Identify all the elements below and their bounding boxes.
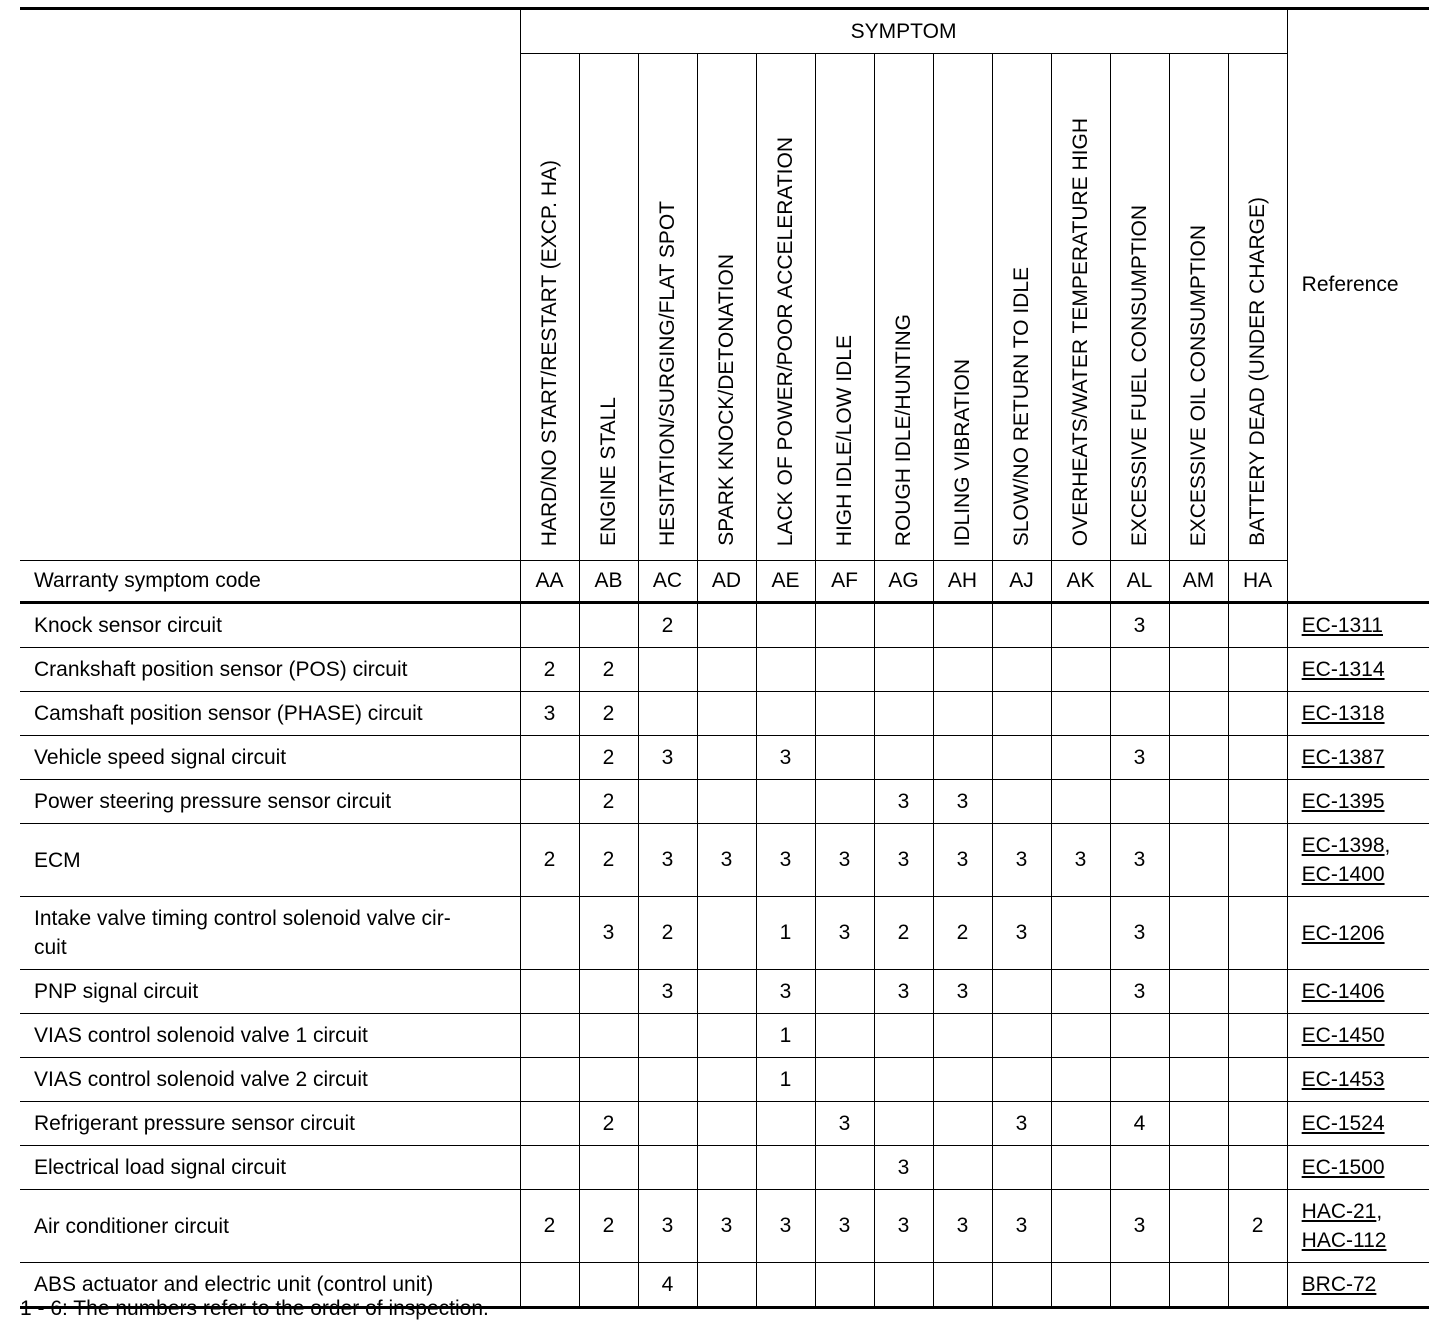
cell-value: 3 xyxy=(933,970,992,1014)
symptom-column-header xyxy=(992,54,1051,561)
cell-value xyxy=(697,970,756,1014)
cell-value xyxy=(1110,1146,1169,1190)
row-label: Power steering pressure sensor circuit xyxy=(20,780,520,824)
symptom-column-header xyxy=(756,54,815,561)
symptom-column-header xyxy=(638,54,697,561)
cell-value: 3 xyxy=(697,1190,756,1263)
reference-cell xyxy=(1287,648,1429,692)
warranty-code: AB xyxy=(579,561,638,603)
symptom-name: ROUGH IDLE/HUNTING xyxy=(892,313,915,546)
symptom-column-header xyxy=(1110,54,1169,561)
reference-link[interactable]: EC-1387 xyxy=(1301,746,1385,769)
reference-link[interactable]: EC-1453 xyxy=(1301,1068,1385,1091)
cell-value xyxy=(697,648,756,692)
cell-value: 2 xyxy=(638,897,697,970)
row-label: Vehicle speed signal circuit xyxy=(20,736,520,780)
symptom-column-header xyxy=(1228,54,1287,561)
cell-value: 1 xyxy=(756,1014,815,1058)
reference-cell xyxy=(1287,1014,1429,1058)
cell-value xyxy=(520,603,579,648)
cell-value xyxy=(933,1014,992,1058)
cell-value: 3 xyxy=(874,780,933,824)
warranty-code: AL xyxy=(1110,561,1169,603)
reference-link[interactable]: HAC-112 xyxy=(1301,1229,1387,1252)
cell-value xyxy=(992,648,1051,692)
cell-value xyxy=(815,1146,874,1190)
cell-value xyxy=(1051,1146,1110,1190)
cell-value xyxy=(1051,603,1110,648)
symptom-column-header xyxy=(815,54,874,561)
cell-value xyxy=(638,1058,697,1102)
row-label: ECM xyxy=(20,824,520,897)
cell-value: 2 xyxy=(579,1190,638,1263)
reference-cell xyxy=(1287,970,1429,1014)
cell-value xyxy=(697,1014,756,1058)
symptom-column-header xyxy=(579,54,638,561)
warranty-code: HA xyxy=(1228,561,1287,603)
warranty-code: AK xyxy=(1051,561,1110,603)
cell-value: 3 xyxy=(756,736,815,780)
cell-value xyxy=(1228,603,1287,648)
cell-value: 2 xyxy=(874,897,933,970)
cell-value: 2 xyxy=(638,603,697,648)
reference-link[interactable]: EC-1406 xyxy=(1301,980,1385,1003)
cell-value xyxy=(1169,648,1228,692)
cell-value xyxy=(933,603,992,648)
cell-value: 2 xyxy=(520,824,579,897)
cell-value xyxy=(815,648,874,692)
cell-value xyxy=(579,1014,638,1058)
cell-value xyxy=(756,603,815,648)
cell-value xyxy=(697,1102,756,1146)
reference-cell xyxy=(1287,1102,1429,1146)
cell-value xyxy=(638,1014,697,1058)
cell-value: 3 xyxy=(756,824,815,897)
cell-value: 3 xyxy=(756,970,815,1014)
reference-link[interactable]: EC-1318 xyxy=(1301,702,1385,725)
table-row xyxy=(20,897,1429,970)
reference-cell xyxy=(1287,1058,1429,1102)
cell-value xyxy=(756,1263,815,1308)
reference-link[interactable]: EC-1206 xyxy=(1301,921,1385,945)
cell-value xyxy=(520,1058,579,1102)
cell-value xyxy=(1110,692,1169,736)
cell-value: 2 xyxy=(520,1190,579,1263)
cell-value: 3 xyxy=(874,970,933,1014)
reference-separator: , xyxy=(1376,1200,1383,1223)
cell-value: 3 xyxy=(1051,824,1110,897)
cell-value xyxy=(933,1146,992,1190)
cell-value: 3 xyxy=(874,1190,933,1263)
warranty-code: AF xyxy=(815,561,874,603)
symptom-column-header xyxy=(1051,54,1110,561)
cell-value xyxy=(874,1102,933,1146)
cell-value xyxy=(1169,1102,1228,1146)
warranty-code: AA xyxy=(520,561,579,603)
cell-value xyxy=(520,1014,579,1058)
cell-value: 3 xyxy=(1110,897,1169,970)
cell-value: 1 xyxy=(756,1058,815,1102)
cell-value xyxy=(697,897,756,970)
cell-value xyxy=(874,603,933,648)
cell-value xyxy=(992,603,1051,648)
row-label: Camshaft position sensor (PHASE) circuit xyxy=(20,692,520,736)
symptom-name: EXCESSIVE FUEL CONSUMPTION xyxy=(1128,204,1151,546)
reference-link[interactable]: BRC-72 xyxy=(1301,1273,1377,1296)
cell-value: 1 xyxy=(756,897,815,970)
symptom-name: HARD/NO START/RESTART (EXCP. HA) xyxy=(538,159,561,546)
cell-value xyxy=(1228,970,1287,1014)
cell-value xyxy=(1051,1190,1110,1263)
row-label: Knock sensor circuit xyxy=(20,603,520,648)
cell-value xyxy=(1228,780,1287,824)
row-label: ABS actuator and electric unit (control unit) xyxy=(20,1263,520,1308)
table-row xyxy=(20,692,1429,736)
footnote: 1 - 6: The numbers refer to the order of inspection. xyxy=(20,1297,489,1320)
cell-value xyxy=(1051,970,1110,1014)
cell-value: 3 xyxy=(992,897,1051,970)
cell-value xyxy=(1051,897,1110,970)
reference-link[interactable]: EC-1398 xyxy=(1301,834,1385,857)
cell-value xyxy=(1169,1014,1228,1058)
cell-value xyxy=(1228,824,1287,897)
symptom-name: ENGINE STALL xyxy=(597,397,620,546)
cell-value xyxy=(520,1146,579,1190)
cell-value: 2 xyxy=(1228,1190,1287,1263)
symptom-column-header xyxy=(697,54,756,561)
cell-value xyxy=(756,692,815,736)
cell-value xyxy=(874,1263,933,1308)
cell-value xyxy=(1228,897,1287,970)
symptom-names-row xyxy=(20,54,1429,561)
reference-link[interactable]: EC-1311 xyxy=(1301,614,1383,637)
cell-value: 3 xyxy=(874,824,933,897)
reference-cell xyxy=(1287,897,1429,970)
cell-value xyxy=(697,780,756,824)
cell-value: 3 xyxy=(815,1190,874,1263)
cell-value: 3 xyxy=(520,692,579,736)
symptom-name: HIGH IDLE/LOW IDLE xyxy=(833,334,856,546)
cell-value xyxy=(638,692,697,736)
cell-value: 2 xyxy=(579,824,638,897)
symptom-name: EXCESSIVE OIL CONSUMPTION xyxy=(1187,224,1210,546)
cell-value xyxy=(579,1263,638,1308)
symptom-name: SPARK KNOCK/DETONATION xyxy=(715,254,738,546)
reference-link[interactable]: EC-1395 xyxy=(1301,790,1385,813)
cell-value xyxy=(520,1263,579,1308)
warranty-code-label: Warranty symptom code xyxy=(20,561,520,603)
cell-value xyxy=(1110,1014,1169,1058)
cell-value xyxy=(933,1058,992,1102)
reference-link[interactable]: EC-1314 xyxy=(1301,658,1385,681)
cell-value xyxy=(1051,1102,1110,1146)
cell-value xyxy=(874,736,933,780)
reference-cell xyxy=(1287,1146,1429,1190)
table-row xyxy=(20,648,1429,692)
cell-value: 3 xyxy=(933,1190,992,1263)
cell-value xyxy=(1110,1058,1169,1102)
warranty-code: AM xyxy=(1169,561,1228,603)
cell-value: 3 xyxy=(638,970,697,1014)
cell-value xyxy=(992,1014,1051,1058)
cell-value xyxy=(520,736,579,780)
cell-value: 3 xyxy=(992,824,1051,897)
symptom-title-row xyxy=(20,9,1429,54)
cell-value xyxy=(756,1102,815,1146)
cell-value: 3 xyxy=(933,780,992,824)
cell-value xyxy=(697,603,756,648)
cell-value xyxy=(1110,648,1169,692)
symptom-name: IDLING VIBRATION xyxy=(951,358,974,546)
cell-value xyxy=(520,1102,579,1146)
cell-value xyxy=(1051,692,1110,736)
table-row xyxy=(20,1102,1429,1146)
cell-value: 3 xyxy=(992,1102,1051,1146)
reference-link[interactable]: HAC-21 xyxy=(1301,1200,1377,1223)
cell-value: 2 xyxy=(579,648,638,692)
row-label: Crankshaft position sensor (POS) circuit xyxy=(20,648,520,692)
cell-value xyxy=(756,1146,815,1190)
cell-value xyxy=(697,736,756,780)
cell-value xyxy=(1228,1263,1287,1308)
symptom-table-container xyxy=(20,7,1428,1309)
cell-value: 3 xyxy=(697,824,756,897)
table-row xyxy=(20,970,1429,1014)
cell-value: 3 xyxy=(815,897,874,970)
cell-value: 3 xyxy=(874,1146,933,1190)
cell-value xyxy=(638,648,697,692)
cell-value: 2 xyxy=(520,648,579,692)
symptom-name: HESITATION/SURGING/FLAT SPOT xyxy=(656,201,679,546)
cell-value xyxy=(1169,970,1228,1014)
cell-value xyxy=(1228,1058,1287,1102)
cell-value xyxy=(756,780,815,824)
cell-value xyxy=(1228,1014,1287,1058)
cell-value: 3 xyxy=(1110,736,1169,780)
cell-value xyxy=(992,1146,1051,1190)
cell-value: 2 xyxy=(579,780,638,824)
cell-value: 4 xyxy=(638,1263,697,1308)
cell-value xyxy=(756,648,815,692)
warranty-code-row xyxy=(20,561,1429,603)
cell-value xyxy=(933,1102,992,1146)
cell-value: 3 xyxy=(638,1190,697,1263)
table-row xyxy=(20,1190,1429,1263)
cell-value xyxy=(1110,1263,1169,1308)
cell-value xyxy=(815,1058,874,1102)
row-label: VIAS control solenoid valve 1 circuit xyxy=(20,1014,520,1058)
cell-value xyxy=(1051,780,1110,824)
cell-value xyxy=(1228,692,1287,736)
reference-separator: , xyxy=(1384,834,1391,857)
cell-value xyxy=(1228,1102,1287,1146)
cell-value xyxy=(1169,736,1228,780)
warranty-code: AJ xyxy=(992,561,1051,603)
cell-value xyxy=(1228,736,1287,780)
reference-header: Reference xyxy=(1287,9,1429,561)
cell-value xyxy=(992,1058,1051,1102)
row-label: VIAS control solenoid valve 2 circuit xyxy=(20,1058,520,1102)
reference-link[interactable]: EC-1450 xyxy=(1301,1024,1385,1047)
row-label: Intake valve timing control solenoid valve cir- cuit xyxy=(20,897,520,970)
cell-value xyxy=(638,780,697,824)
cell-value xyxy=(815,692,874,736)
cell-value xyxy=(638,1102,697,1146)
cell-value xyxy=(1169,897,1228,970)
warranty-code: AH xyxy=(933,561,992,603)
cell-value xyxy=(933,692,992,736)
reference-cell xyxy=(1287,736,1429,780)
warranty-code: AE xyxy=(756,561,815,603)
reference-cell xyxy=(1287,692,1429,736)
reference-cell xyxy=(1287,780,1429,824)
symptom-name: SLOW/NO RETURN TO IDLE xyxy=(1010,266,1033,546)
cell-value xyxy=(815,780,874,824)
table-row xyxy=(20,603,1429,648)
symptom-column-header xyxy=(520,54,579,561)
cell-value xyxy=(815,970,874,1014)
reference-cell xyxy=(1287,1263,1429,1308)
cell-value: 3 xyxy=(1110,824,1169,897)
cell-value xyxy=(992,780,1051,824)
symptom-name: BATTERY DEAD (UNDER CHARGE) xyxy=(1246,197,1270,546)
cell-value xyxy=(1169,1190,1228,1263)
cell-value: 3 xyxy=(638,824,697,897)
header-blank-cell xyxy=(20,54,520,561)
symptom-title: SYMPTOM xyxy=(520,9,1287,54)
cell-value xyxy=(933,1263,992,1308)
table-row xyxy=(20,736,1429,780)
reference-link[interactable]: EC-1524 xyxy=(1301,1112,1385,1135)
cell-value xyxy=(815,736,874,780)
cell-value: 2 xyxy=(933,897,992,970)
table-body xyxy=(20,603,1429,1308)
cell-value: 3 xyxy=(933,824,992,897)
cell-value xyxy=(874,1014,933,1058)
table-row xyxy=(20,1146,1429,1190)
table-row xyxy=(20,824,1429,897)
cell-value xyxy=(815,603,874,648)
warranty-code: AG xyxy=(874,561,933,603)
cell-value: 2 xyxy=(579,1102,638,1146)
cell-value: 3 xyxy=(1110,970,1169,1014)
symptom-column-header xyxy=(933,54,992,561)
cell-value xyxy=(992,1263,1051,1308)
symptom-name: LACK OF POWER/POOR ACCELERATION xyxy=(774,136,797,546)
symptom-column-header xyxy=(874,54,933,561)
symptom-matrix-table xyxy=(20,7,1429,1309)
header-blank-cell xyxy=(20,9,520,54)
cell-value: 3 xyxy=(1110,1190,1169,1263)
cell-value xyxy=(1228,1146,1287,1190)
cell-value: 3 xyxy=(756,1190,815,1263)
symptom-name: OVERHEATS/WATER TEMPERATURE HIGH xyxy=(1069,117,1092,546)
cell-value xyxy=(815,1014,874,1058)
cell-value xyxy=(1169,824,1228,897)
cell-value xyxy=(697,1058,756,1102)
table-row xyxy=(20,1014,1429,1058)
row-label: Refrigerant pressure sensor circuit xyxy=(20,1102,520,1146)
cell-value xyxy=(579,1146,638,1190)
cell-value xyxy=(1169,1263,1228,1308)
cell-value: 3 xyxy=(815,824,874,897)
cell-value xyxy=(874,648,933,692)
cell-value xyxy=(874,692,933,736)
reference-link[interactable]: EC-1400 xyxy=(1301,863,1385,886)
cell-value xyxy=(815,1263,874,1308)
reference-link[interactable]: EC-1500 xyxy=(1301,1156,1385,1179)
cell-value xyxy=(697,1146,756,1190)
reference-cell xyxy=(1287,824,1429,897)
warranty-code: AC xyxy=(638,561,697,603)
cell-value xyxy=(874,1058,933,1102)
cell-value xyxy=(1169,1146,1228,1190)
cell-value: 3 xyxy=(579,897,638,970)
cell-value: 3 xyxy=(992,1190,1051,1263)
symptom-column-header xyxy=(1169,54,1228,561)
row-label: Air conditioner circuit xyxy=(20,1190,520,1263)
cell-value: 4 xyxy=(1110,1102,1169,1146)
cell-value xyxy=(579,603,638,648)
cell-value xyxy=(992,692,1051,736)
cell-value xyxy=(579,1058,638,1102)
cell-value: 2 xyxy=(579,736,638,780)
reference-blank-cell xyxy=(1287,561,1429,603)
cell-value xyxy=(1110,780,1169,824)
cell-value xyxy=(1169,692,1228,736)
cell-value xyxy=(697,1263,756,1308)
cell-value: 3 xyxy=(1110,603,1169,648)
reference-cell xyxy=(1287,1190,1429,1263)
cell-value xyxy=(520,897,579,970)
cell-value xyxy=(1169,780,1228,824)
reference-cell xyxy=(1287,603,1429,648)
warranty-code: AD xyxy=(697,561,756,603)
cell-value xyxy=(1051,736,1110,780)
table-row xyxy=(20,780,1429,824)
cell-value xyxy=(1169,603,1228,648)
cell-value xyxy=(520,780,579,824)
cell-value xyxy=(1228,648,1287,692)
table-row xyxy=(20,1058,1429,1102)
cell-value xyxy=(638,1146,697,1190)
cell-value xyxy=(992,736,1051,780)
cell-value xyxy=(1051,648,1110,692)
cell-value: 3 xyxy=(815,1102,874,1146)
cell-value xyxy=(992,970,1051,1014)
cell-value xyxy=(1051,1263,1110,1308)
cell-value xyxy=(933,736,992,780)
cell-value xyxy=(933,648,992,692)
cell-value xyxy=(1051,1014,1110,1058)
row-label: Electrical load signal circuit xyxy=(20,1146,520,1190)
cell-value xyxy=(520,970,579,1014)
cell-value xyxy=(1169,1058,1228,1102)
cell-value: 3 xyxy=(638,736,697,780)
cell-value xyxy=(579,970,638,1014)
cell-value xyxy=(1051,1058,1110,1102)
row-label: PNP signal circuit xyxy=(20,970,520,1014)
cell-value xyxy=(697,692,756,736)
cell-value: 2 xyxy=(579,692,638,736)
